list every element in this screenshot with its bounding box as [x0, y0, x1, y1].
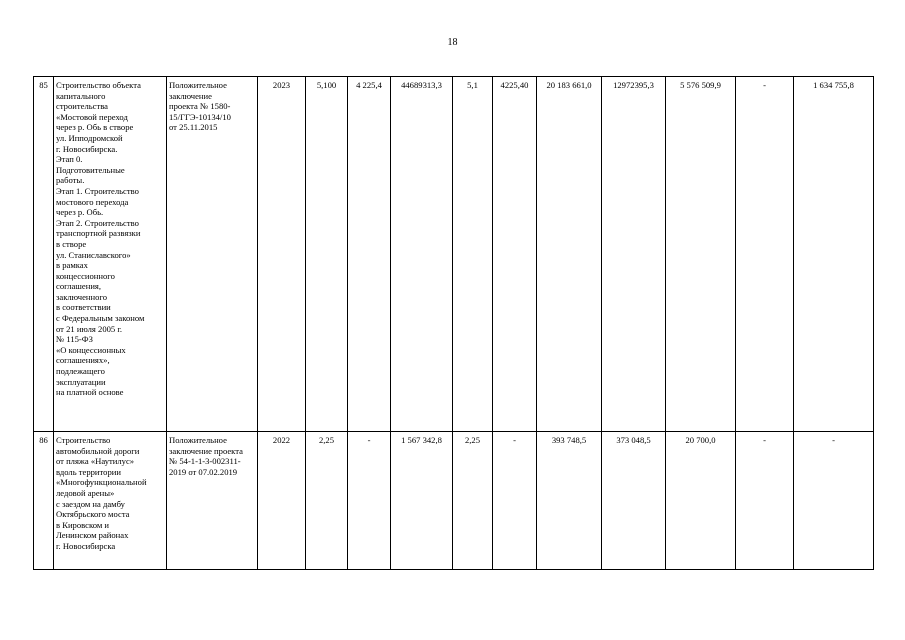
page-number: 18	[447, 37, 458, 48]
table-body	[34, 77, 874, 570]
table-cell: -	[348, 432, 391, 570]
object-name-line: с заездом на дамбу	[56, 498, 125, 509]
object-name-line: работы.	[56, 175, 85, 186]
object-name-line: вдоль территории	[56, 466, 121, 477]
table-cell: 44689313,3	[391, 77, 453, 432]
project-document-line: заключение проекта	[169, 445, 243, 456]
table-cell: -	[736, 432, 794, 570]
object-name-line: через р. Обь в створе	[56, 122, 134, 133]
object-name-line: подлежащего	[56, 366, 105, 377]
object-name-line: ледовой арены»	[56, 487, 115, 498]
object-name-line: автомобильной дороги	[56, 445, 140, 456]
table-cell: -	[493, 432, 537, 570]
table-cell: 5,100	[306, 77, 348, 432]
object-name-line: через р. Обь.	[56, 207, 104, 218]
commission-year: 2023	[258, 77, 306, 432]
object-name-line: концессионного	[56, 270, 115, 281]
table-cell: 12972395,3	[602, 77, 666, 432]
table-cell: 20 700,0	[666, 432, 736, 570]
project-document-line: 15/ГГЭ-10134/10	[169, 111, 231, 122]
table-cell: -	[794, 432, 874, 570]
object-name-line: в соответствии	[56, 302, 111, 313]
object-name-line: ул. Станиславского»	[56, 249, 131, 260]
object-name	[54, 432, 167, 570]
object-name-line: строительства	[56, 101, 108, 112]
table-cell: -	[736, 77, 794, 432]
object-name-line: г. Новосибирска.	[56, 143, 118, 154]
object-name-line: Строительство объекта	[56, 80, 141, 90]
project-document-line: от 25.11.2015	[169, 122, 218, 133]
table-cell: 1 567 342,8	[391, 432, 453, 570]
row-number: 85	[34, 77, 54, 432]
object-name-line: Этап 2. Строительство	[56, 217, 139, 228]
object-name-line: соглашения,	[56, 281, 102, 292]
object-name-line: капитального	[56, 90, 106, 101]
object-name-line: ул. Ипподромской	[56, 132, 123, 143]
table-cell: 5 576 509,9	[666, 77, 736, 432]
object-name-line: мостового перехода	[56, 196, 129, 207]
object-name-line: Этап 0.	[56, 154, 83, 165]
project-document-line: Положительное	[169, 80, 227, 90]
object-name-line: на платной основе	[56, 387, 124, 398]
object-name-line: в створе	[56, 238, 87, 249]
table-row	[34, 77, 874, 432]
data-table	[33, 76, 874, 570]
project-document-line: проекта № 1580-	[169, 101, 231, 112]
object-name-line: Строительство	[56, 435, 111, 445]
table-cell: 393 748,5	[537, 432, 602, 570]
project-document-line: № 54-1-1-3-002311-	[169, 456, 241, 467]
row-number: 86	[34, 432, 54, 570]
object-name-line: «Мостовой переход	[56, 111, 128, 122]
object-name-line: Подготовительные	[56, 164, 125, 175]
table-cell: 4 225,4	[348, 77, 391, 432]
object-name-line: заключенного	[56, 291, 108, 302]
object-name-line: г. Новосибирска	[56, 540, 116, 551]
object-name-line: в рамках	[56, 260, 88, 271]
object-name-line: Этап 1. Строительство	[56, 185, 139, 196]
table-row	[34, 432, 874, 570]
object-name-line: эксплуатации	[56, 376, 106, 387]
object-name-line: с Федеральным законом	[56, 313, 145, 324]
object-name-line: № 115-ФЗ	[56, 334, 93, 345]
commission-year: 2022	[258, 432, 306, 570]
object-name-line: в Кировском и	[56, 519, 110, 530]
object-name-line: «Многофункциональной	[56, 477, 147, 488]
table-cell: 20 183 661,0	[537, 77, 602, 432]
object-name-line: «О концессионных	[56, 344, 126, 355]
table-cell: 1 634 755,8	[794, 77, 874, 432]
object-name-line: от пляжа «Наутилус»	[56, 456, 135, 467]
object-name-line: соглашениях»,	[56, 355, 110, 366]
table-cell: 4225,40	[493, 77, 537, 432]
table-cell: 5,1	[453, 77, 493, 432]
object-name-line: от 21 июля 2005 г.	[56, 323, 123, 334]
object-name-line: транспортной развязки	[56, 228, 141, 239]
project-document	[167, 77, 258, 432]
project-document-line: заключение	[169, 90, 212, 101]
table-cell: 2,25	[306, 432, 348, 570]
object-name	[54, 77, 167, 432]
project-document	[167, 432, 258, 570]
object-name-line: Октябрьского моста	[56, 509, 130, 520]
table-cell: 2,25	[453, 432, 493, 570]
object-name-line: Ленинском районах	[56, 530, 129, 541]
project-document-line: Положительное	[169, 435, 227, 445]
project-document-line: 2019 от 07.02.2019	[169, 466, 238, 477]
table-cell: 373 048,5	[602, 432, 666, 570]
